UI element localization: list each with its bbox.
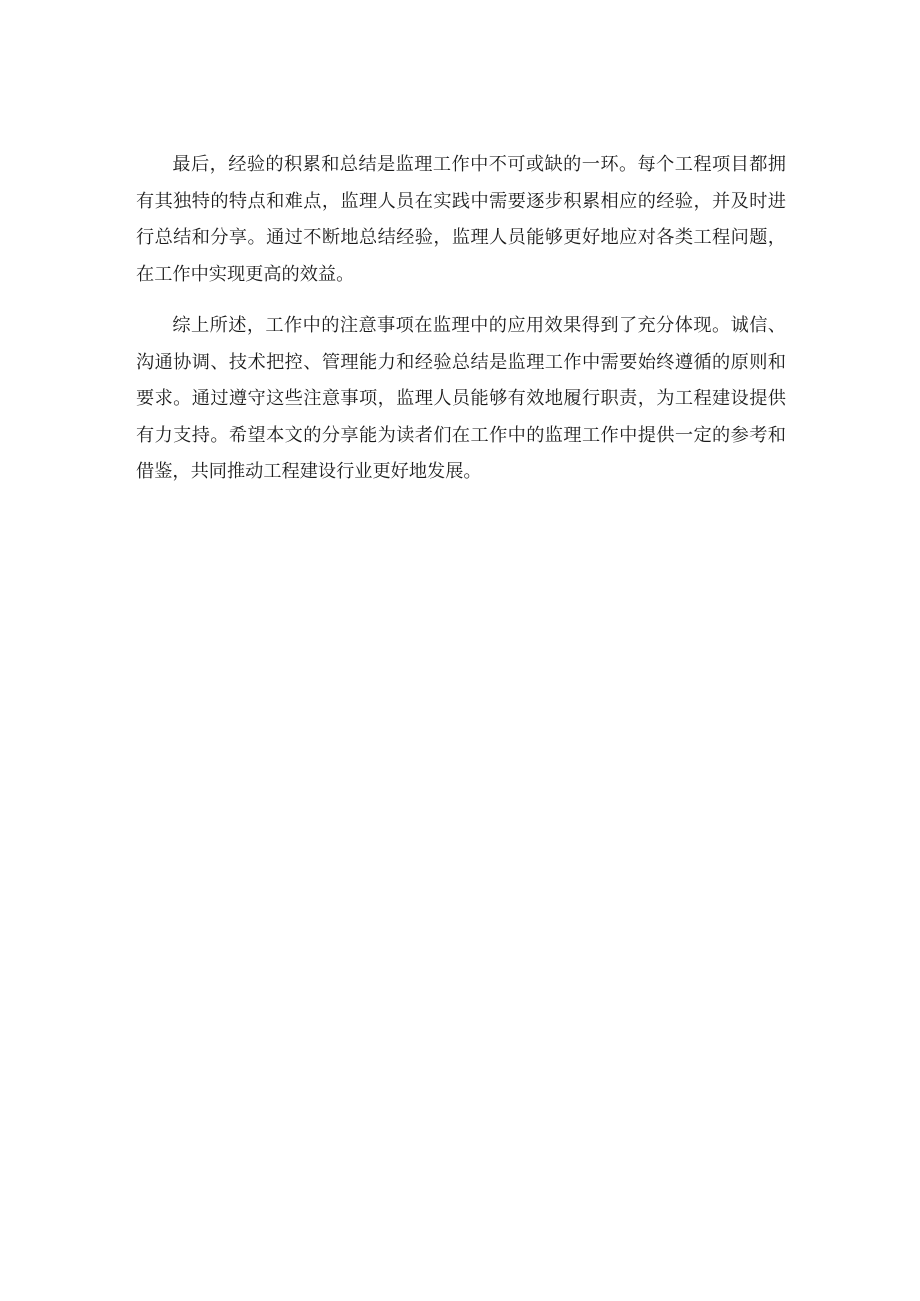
- paragraph-experience-summary: 最后，经验的积累和总结是监理工作中不可或缺的一环。每个工程项目都拥有其独特的特点和难点，监理人员在实践中需要逐步积累相应的经验，并及时进行总结和分享。通过不断地总结经验，监理人员能够更好地应对各类工程问题，在工作中实现更高的效益。: [136, 154, 786, 285]
- paragraph-conclusion: 综上所述，工作中的注意事项在监理中的应用效果得到了充分体现。诚信、沟通协调、技术把控、管理能力和经验总结是监理工作中需要始终遵循的原则和要求。通过遵守这些注意事项，监理人员能够有效地履行职责，为工程建设提供有力支持。希望本文的分享能为读者们在工作中的监理工作中提供一定的参考和借鉴，共同推动工程建设行业更好地发展。: [136, 315, 786, 482]
- document-body: [136, 147, 786, 506]
